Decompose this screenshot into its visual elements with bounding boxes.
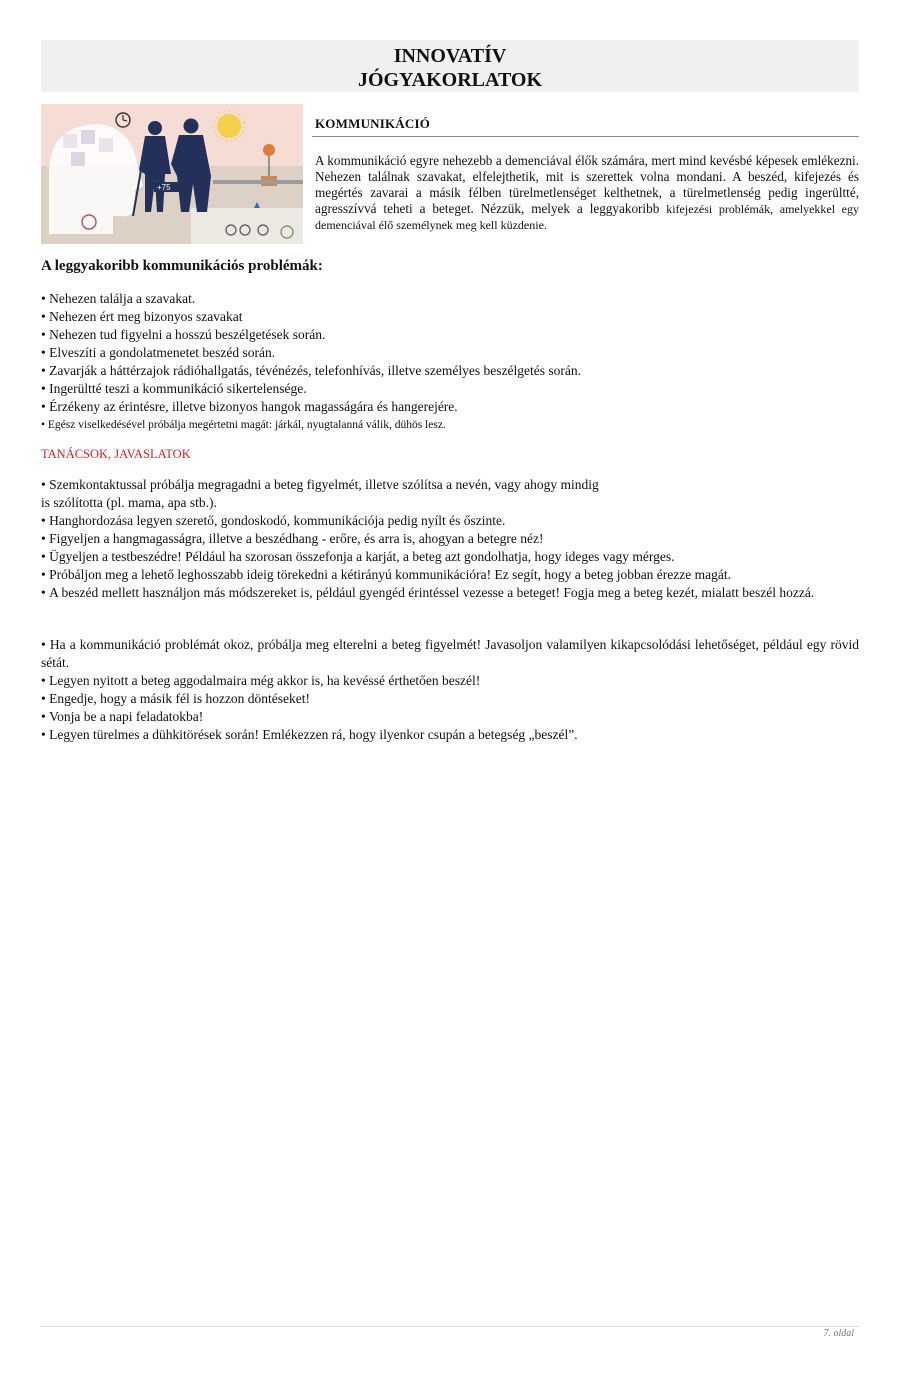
section-divider: [312, 136, 859, 137]
list-item-text: Szemkontaktussal próbálja megragadni a beteg figyelmét, illetve szólítsa a nevén, vagy ahogy mindig: [49, 477, 599, 492]
list-item: • Vonja be a napi feladatokba!: [41, 708, 859, 726]
section-title: KOMMUNIKÁCIÓ: [315, 116, 431, 131]
tips-heading: TANÁCSOK, JAVASLATOK: [41, 447, 191, 461]
footer-divider: [41, 1326, 859, 1327]
header-title-line2: JÓGYAKORLATOK: [357, 69, 543, 91]
list-item-continuation: is szólította (pl. mama, apa stb.).: [41, 495, 217, 510]
list-item: • Figyeljen a hangmagasságra, illetve a beszédhang - erőre, és arra is, ahogyan a betegre néz!: [41, 530, 859, 548]
elderly-couple-illustration: [41, 104, 303, 244]
list-item: • Legyen türelmes a dühkitörések során! Emlékezzen rá, hogy ilyenkor csupán a betegség „beszél”.: [41, 726, 859, 744]
tips-list: [41, 476, 859, 602]
list-item: • Próbáljon meg a lehető leghosszabb ideig törekedni a kétirányú kommunikációra! Ez segít, hogy a beteg jobban érezze magát.: [41, 566, 859, 584]
problems-heading: A leggyakoribb kommunikációs problémák:: [41, 258, 323, 274]
list-item: • Zavarják a háttérzajok rádióhallgatás, tévénézés, telefonhívás, illetve személyes beszélgetés során.: [41, 362, 859, 380]
illustration-graphic: [41, 104, 303, 244]
list-item: • Ha a kommunikáció problémát okoz, próbálja meg elterelni a beteg figyelmét! Javasoljon valamilyen kikapcsolódási lehetőséget, például egy rövid sétát.: [41, 636, 859, 672]
tips-list-continued: [41, 636, 859, 744]
intro-text: A kommunikáció egyre nehezebb a demenciával élők számára, mert mind kevésbé képesek emlékezni. Nehezen találnak szavakat, elfelejthetik, mit is szerettek volna mondani. A beszéd, kifejezés és megértés zavarai a másik félben türelmetlenséget kelthetnek, a türelmetlenség pedig ingerültté, agresszívvá teheti a beteget. Nézzük, melyek a leggyakoribb: [315, 153, 859, 216]
list-item: • Egész viselkedésével próbálja megértetni magát: járkál, nyugtalanná válik, dühös lesz.: [41, 416, 859, 434]
list-item: • Engedje, hogy a másik fél is hozzon döntéseket!: [41, 690, 859, 708]
list-item: • Legyen nyitott a beteg aggodalmaira még akkor is, ha kevéssé érthetően beszél!: [41, 672, 859, 690]
page-number: 7. oldal: [823, 1328, 854, 1339]
list-item: • Nehezen találja a szavakat.: [41, 290, 859, 308]
list-item: • Nehezen ért meg bizonyos szavakat: [41, 308, 859, 326]
list-item: [41, 476, 859, 512]
intro-paragraph: [315, 153, 859, 233]
list-item: • A beszéd mellett használjon más módszereket is, például gyengéd érintéssel vezesse a beteget! Fogja meg a beteg kezét, mialatt beszél hozzá.: [41, 584, 859, 602]
problems-list: [41, 290, 859, 434]
list-item: • Érzékeny az érintésre, illetve bizonyos hangok magasságára és hangerejére.: [41, 398, 859, 416]
page-header: [41, 40, 859, 92]
list-item: • Hanghordozása legyen szerető, gondoskodó, kommunikációja pedig nyílt és őszinte.: [41, 512, 859, 530]
list-item: • Nehezen tud figyelni a hosszú beszélgetések során.: [41, 326, 859, 344]
age-label: +75: [157, 183, 171, 192]
list-item: • Ingerültté teszi a kommunikáció sikertelensége.: [41, 380, 859, 398]
list-item: • Ügyeljen a testbeszédre! Például ha szorosan összefonja a karját, a beteg azt gondolhatja, hogy ideges vagy mérges.: [41, 548, 859, 566]
list-item: • Elveszíti a gondolatmenetet beszéd során.: [41, 344, 859, 362]
header-title-line1: INNOVATÍV: [393, 45, 507, 67]
intro-text-end: kifejezési problémák, amelyekkel egy demenciával élő személynek meg kell küzdenie.: [315, 202, 860, 232]
